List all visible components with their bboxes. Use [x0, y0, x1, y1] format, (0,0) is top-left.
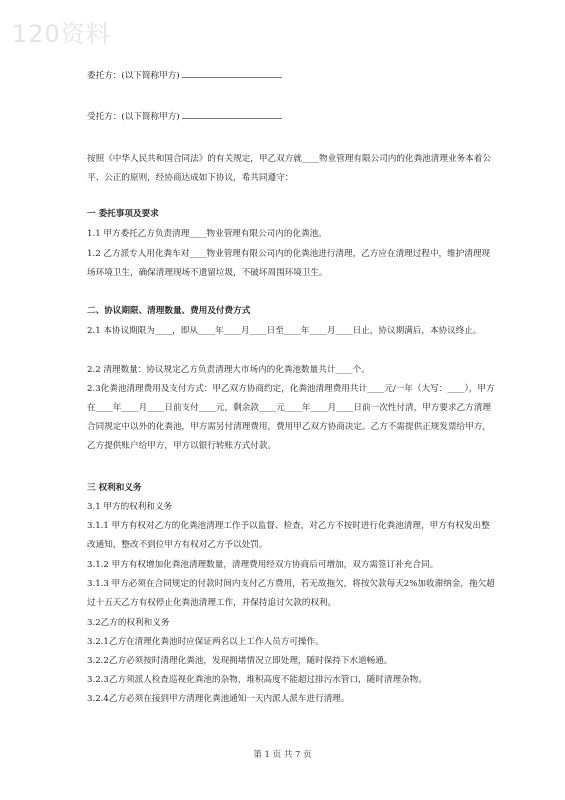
- clause-2-2: 2.2 清理数量：协议规定乙方负责清理大市场内的化粪池数量共计____个。: [87, 365, 370, 375]
- contractor-blank: [182, 108, 282, 119]
- clause-2-3: 2.3化粪池清理费用及支付方式：甲乙双方协商约定，化粪池清理费用共计____元/一年（大写：____），甲方在____年____月____日前支付____元，剩余款____元____年____月____日前一次性付清，甲方要求乙方清理合同规定中以外的化粪池，甲方需另付清理费用，费用甲乙双方协商决定。乙方不需提供正规发票给甲方，乙方提供账户给甲方，甲方以银行转账方式付款。: [87, 384, 495, 451]
- client-label: 委托方：(以下简称甲方): [87, 71, 180, 81]
- clause-3-1-2: 3.1.2 甲方有权增加化粪池清理数量，清理费用经双方协商后可增加，双方需签订补充合同。: [87, 560, 439, 570]
- client-blank: [182, 67, 282, 78]
- contractor-label: 受托方：(以下简称甲方): [87, 112, 180, 122]
- clause-3-2-3: 3.2.3乙方须派人检查巡视化粪池的杂物，堆积高度不能超过排污水管口，随时清理杂物。: [87, 675, 427, 685]
- clause-2-1: 2.1 本协议期限为____，即从____年____月____日至____年____月____日止，协议期满后，本协议终止。: [87, 326, 482, 336]
- clause-3-1-3: 3.1.3 甲方必须在合同规定的付款时间内支付乙方费用，若无故拖欠，将按欠款每天2%加收滞纳金，拖欠超过十五天乙方有权停止化粪池清理工作，并保持追讨欠款的权利。: [87, 579, 495, 608]
- clause-3-2: 3.2乙方的权利和义务: [87, 618, 170, 628]
- intro-paragraph: 按照《中华人民共和国合同法》的有关规定，甲乙双方就____物业管理有限公司内的化粪池清理业务本着公平、公正的原则，经协商达成如下协议，希共同遵守：: [87, 154, 491, 183]
- clause-3-2-4: 3.2.4乙方必须在接到甲方清理化粪池通知一天内派人派车进行清理。: [87, 694, 350, 704]
- clause-3-2-2: 3.2.2乙方必须按时清理化粪池，发现拥堵情况立即处理，随时保持下水道畅通。: [87, 656, 393, 666]
- watermark-logo: 120资料: [12, 20, 111, 48]
- clause-1-1: 1.1 甲方委托乙方负责清理____物业管理有限公司内的化粪池。: [87, 229, 327, 239]
- clause-1-2: 1.2 乙方派专人用化粪车对____物业管理有限公司内的化粪池进行清理，乙方应在清理过程中，维护清理现场环境卫生，确保清理现场不遗留垃圾，不破坏周围环境卫生。: [87, 249, 491, 278]
- section-1-heading: 一 委托事项及要求: [87, 209, 159, 219]
- section-2-heading: 二、协议期限、清理数量、费用及付费方式: [87, 306, 251, 316]
- clause-3-1-1: 3.1.1 甲方有权对乙方的化粪池清理工作予以监督、检查，对乙方不按时进行化粪池清理，甲方有权发出整改通知，整改不到位甲方有权对乙方予以处罚。: [87, 521, 490, 550]
- client-line: [87, 67, 282, 86]
- page-number: 第 1 页 共 7 页: [253, 750, 312, 760]
- section-3-heading: 三 权利和义务: [87, 483, 142, 493]
- clause-3-1: 3.1 甲方的权利和义务: [87, 502, 173, 512]
- clause-3-2-1: 3.2.1乙方在清理化粪池时应保证两名以上工作人员方可操作。: [87, 637, 324, 647]
- contractor-line: [87, 108, 282, 127]
